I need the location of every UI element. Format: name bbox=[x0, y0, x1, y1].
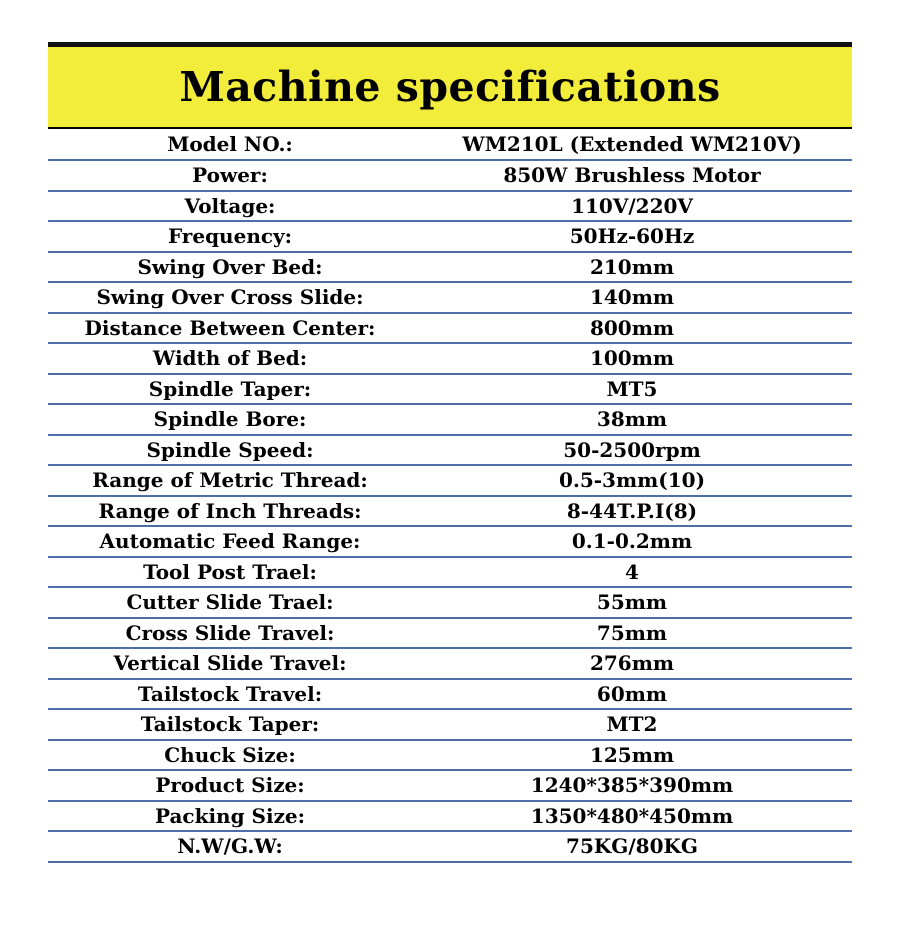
table-row bbox=[48, 129, 852, 161]
table-row bbox=[48, 344, 852, 375]
spec-label: Width of Bed: bbox=[152, 346, 308, 371]
spec-value: 38mm bbox=[596, 407, 668, 432]
table-row bbox=[48, 619, 852, 650]
table-row bbox=[48, 192, 852, 223]
spec-value: 800mm bbox=[589, 315, 675, 340]
spec-label: Tailstock Travel: bbox=[137, 681, 323, 706]
spec-label: Swing Over Bed: bbox=[137, 254, 323, 279]
table-row bbox=[48, 375, 852, 406]
spec-label: Range of Metric Thread: bbox=[92, 468, 368, 493]
table-row bbox=[48, 527, 852, 558]
spec-label: Cutter Slide Trael: bbox=[126, 590, 334, 615]
table-row bbox=[48, 283, 852, 314]
title-banner bbox=[48, 47, 852, 129]
table-row bbox=[48, 161, 852, 192]
spec-label: Distance Between Center: bbox=[84, 315, 376, 340]
table-row bbox=[48, 253, 852, 284]
spec-label: N.W/G.W: bbox=[177, 834, 283, 859]
table-row bbox=[48, 497, 852, 528]
spec-label: Model NO.: bbox=[167, 132, 293, 156]
table-row bbox=[48, 649, 852, 680]
table-row bbox=[48, 558, 852, 589]
spec-value: 60mm bbox=[596, 681, 668, 706]
spec-label: Range of Inch Threads: bbox=[98, 498, 362, 523]
spec-value: 140mm bbox=[589, 285, 675, 310]
spec-label: Spindle Speed: bbox=[146, 437, 314, 462]
table-row bbox=[48, 588, 852, 619]
spec-value: 850W Brushless Motor bbox=[503, 163, 761, 188]
spec-value: 210mm bbox=[589, 254, 675, 279]
spec-value: 75KG/80KG bbox=[566, 834, 698, 859]
spec-value: 0.5-3mm(10) bbox=[558, 468, 706, 493]
page-title: Machine specifications bbox=[179, 63, 721, 111]
spec-label: Spindle Bore: bbox=[153, 407, 307, 432]
spec-value: MT2 bbox=[606, 712, 658, 737]
spec-value: 1240*385*390mm bbox=[530, 773, 734, 798]
table-row bbox=[48, 436, 852, 467]
spec-label: Cross Slide Travel: bbox=[125, 620, 335, 645]
spec-label: Spindle Taper: bbox=[148, 376, 312, 401]
table-row bbox=[48, 405, 852, 436]
spec-value: 125mm bbox=[589, 742, 675, 767]
spec-value: 55mm bbox=[596, 590, 668, 615]
spec-label: Voltage: bbox=[184, 193, 276, 218]
spec-label: Packing Size: bbox=[154, 803, 306, 828]
spec-sheet bbox=[48, 42, 852, 863]
spec-label: Frequency: bbox=[167, 224, 293, 249]
spec-value: 50-2500rpm bbox=[563, 437, 701, 462]
table-row bbox=[48, 832, 852, 863]
table-row bbox=[48, 741, 852, 772]
table-row bbox=[48, 802, 852, 833]
spec-value: 8-44T.P.I(8) bbox=[566, 498, 698, 523]
spec-table bbox=[48, 129, 852, 863]
spec-value: 1350*480*450mm bbox=[530, 803, 734, 828]
spec-label: Vertical Slide Travel: bbox=[113, 651, 347, 676]
table-row bbox=[48, 314, 852, 345]
spec-value: 110V/220V bbox=[571, 193, 693, 218]
spec-label: Power: bbox=[192, 163, 268, 188]
table-row bbox=[48, 680, 852, 711]
spec-label: Tailstock Taper: bbox=[140, 712, 320, 737]
spec-value: MT5 bbox=[606, 376, 658, 401]
table-row bbox=[48, 771, 852, 802]
spec-value: 276mm bbox=[589, 651, 675, 676]
spec-value: 0.1-0.2mm bbox=[571, 529, 693, 554]
spec-label: Swing Over Cross Slide: bbox=[96, 285, 364, 310]
spec-label: Automatic Feed Range: bbox=[99, 529, 361, 554]
spec-label: Tool Post Trael: bbox=[143, 559, 317, 584]
table-row bbox=[48, 466, 852, 497]
spec-value: 75mm bbox=[596, 620, 668, 645]
spec-value: 100mm bbox=[589, 346, 675, 371]
spec-value: 4 bbox=[625, 559, 639, 584]
table-row bbox=[48, 710, 852, 741]
spec-value: WM210L (Extended WM210V) bbox=[462, 132, 802, 156]
spec-value: 50Hz-60Hz bbox=[569, 224, 695, 249]
spec-label: Chuck Size: bbox=[164, 742, 296, 767]
spec-label: Product Size: bbox=[155, 773, 305, 798]
table-row bbox=[48, 222, 852, 253]
